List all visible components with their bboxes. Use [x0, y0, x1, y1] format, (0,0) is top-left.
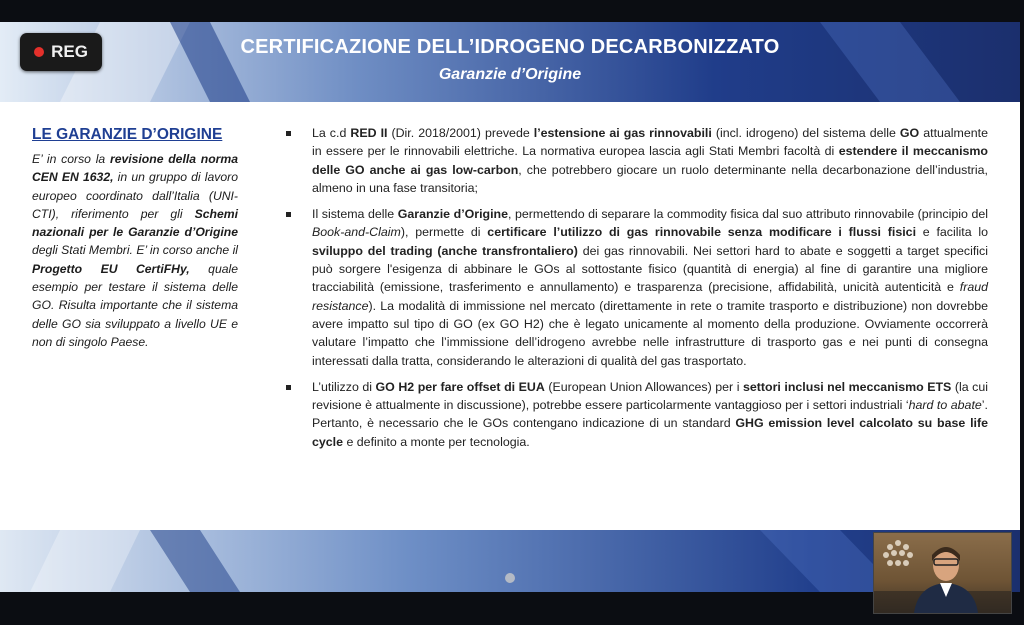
square-bullet-icon — [286, 212, 291, 217]
slide-header-band — [0, 22, 1020, 102]
participant-video-thumbnail[interactable] — [873, 532, 1012, 614]
slide-pager-dot[interactable] — [505, 573, 515, 583]
confindustria-logo-icon — [883, 540, 913, 566]
bullet-item: L’utilizzo di GO H2 per fare offset di EUA (European Union Allowances) per i settori inclusi nel meccanismo ETS (la cui revisione è attualmente in discussione), potrebbe essere particolarmente vantaggioso per i settori industriali ‘hard to abate’. Pertanto, è necessario che le GOs contengano indicazione di un standard GHG emission level calcolato su base life cycle e definito a monte per tecnologia. — [280, 378, 988, 451]
header-decoration — [0, 22, 1020, 102]
bullet-item: Il sistema delle Garanzie d’Origine, permettendo di separare la commodity fisica dal suo attributo rinnovabile (principio del Book-and-Claim), permette di certificare l’utilizzo di gas rinnovabile senza modificare i flussi fisici e facilita lo sviluppo del trading (anche transfrontaliero) dei gas rinnovabili. Nei settori hard to abate e soggetti a target specifici può sorgere l'esigenza di abbinare le GOs al sottostante fisico (quantità di energia) al fine di garantire una migliore tracciabilità (emissione, trasferimento e annullamento) e trasparenza (precisione, affidabilità, unicità autenticità e fraud resistance). La modalità di immissione nel mercato (direttamente in rete o tramite trasporto e distribuzione) non dovrebbe avere impatto sul tipo di GO (ex GO H2) che è legato unicamente al momento della produzione. Ovviamente occorrerà valutare l’impatto che l’immissione dell’idrogeno avrebbe nelle infrastrutture di trasporto gas e nei punti di consegna interessati dalla tratta, considerando le alterazioni di qualità del gas trasportato. — [280, 205, 988, 370]
participant-video-frame — [874, 533, 1011, 613]
slide-title: CERTIFICAZIONE DELL’IDROGENO DECARBONIZZATO — [240, 36, 780, 58]
square-bullet-icon — [286, 131, 291, 136]
record-dot-icon — [34, 47, 44, 57]
square-bullet-icon — [286, 385, 291, 390]
left-heading: LE GARANZIE D’ORIGINE — [32, 126, 223, 143]
left-column — [32, 126, 238, 351]
recording-label: REG — [51, 42, 88, 61]
bullet-item: La c.d RED II (Dir. 2018/2001) prevede l’estensione ai gas rinnovabili (incl. idrogeno) del sistema delle GO attualmente in essere per le rinnovabili elettriche. La normativa europea lascia agli Stati Membri facoltà di estendere il meccanismo delle GO anche ai gas low-carbon, che potrebbero giocare un ruolo determinante nella decarbonazione dell’industria, almeno in una fase transitoria; — [280, 124, 988, 197]
right-column — [280, 124, 988, 459]
presentation-slide — [0, 22, 1020, 592]
recording-badge[interactable] — [20, 33, 102, 71]
slide-subtitle: Garanzie d’Origine — [438, 66, 582, 83]
left-paragraph: E’ in corso la revisione della norma CEN EN 1632, in un gruppo di lavoro europeo coordinato dall’Italia (UNI-CTI), riferimento per gli Schemi nazionali per le Garanzie d’Origine degli Stati Membri. E’ in corso anche il Progetto EU CertiFHy, quale esempio per testare il sistema delle GO. Risulta importante che il sistema delle GO sia sviluppato a livello UE e non di singolo Paese. — [32, 152, 238, 349]
